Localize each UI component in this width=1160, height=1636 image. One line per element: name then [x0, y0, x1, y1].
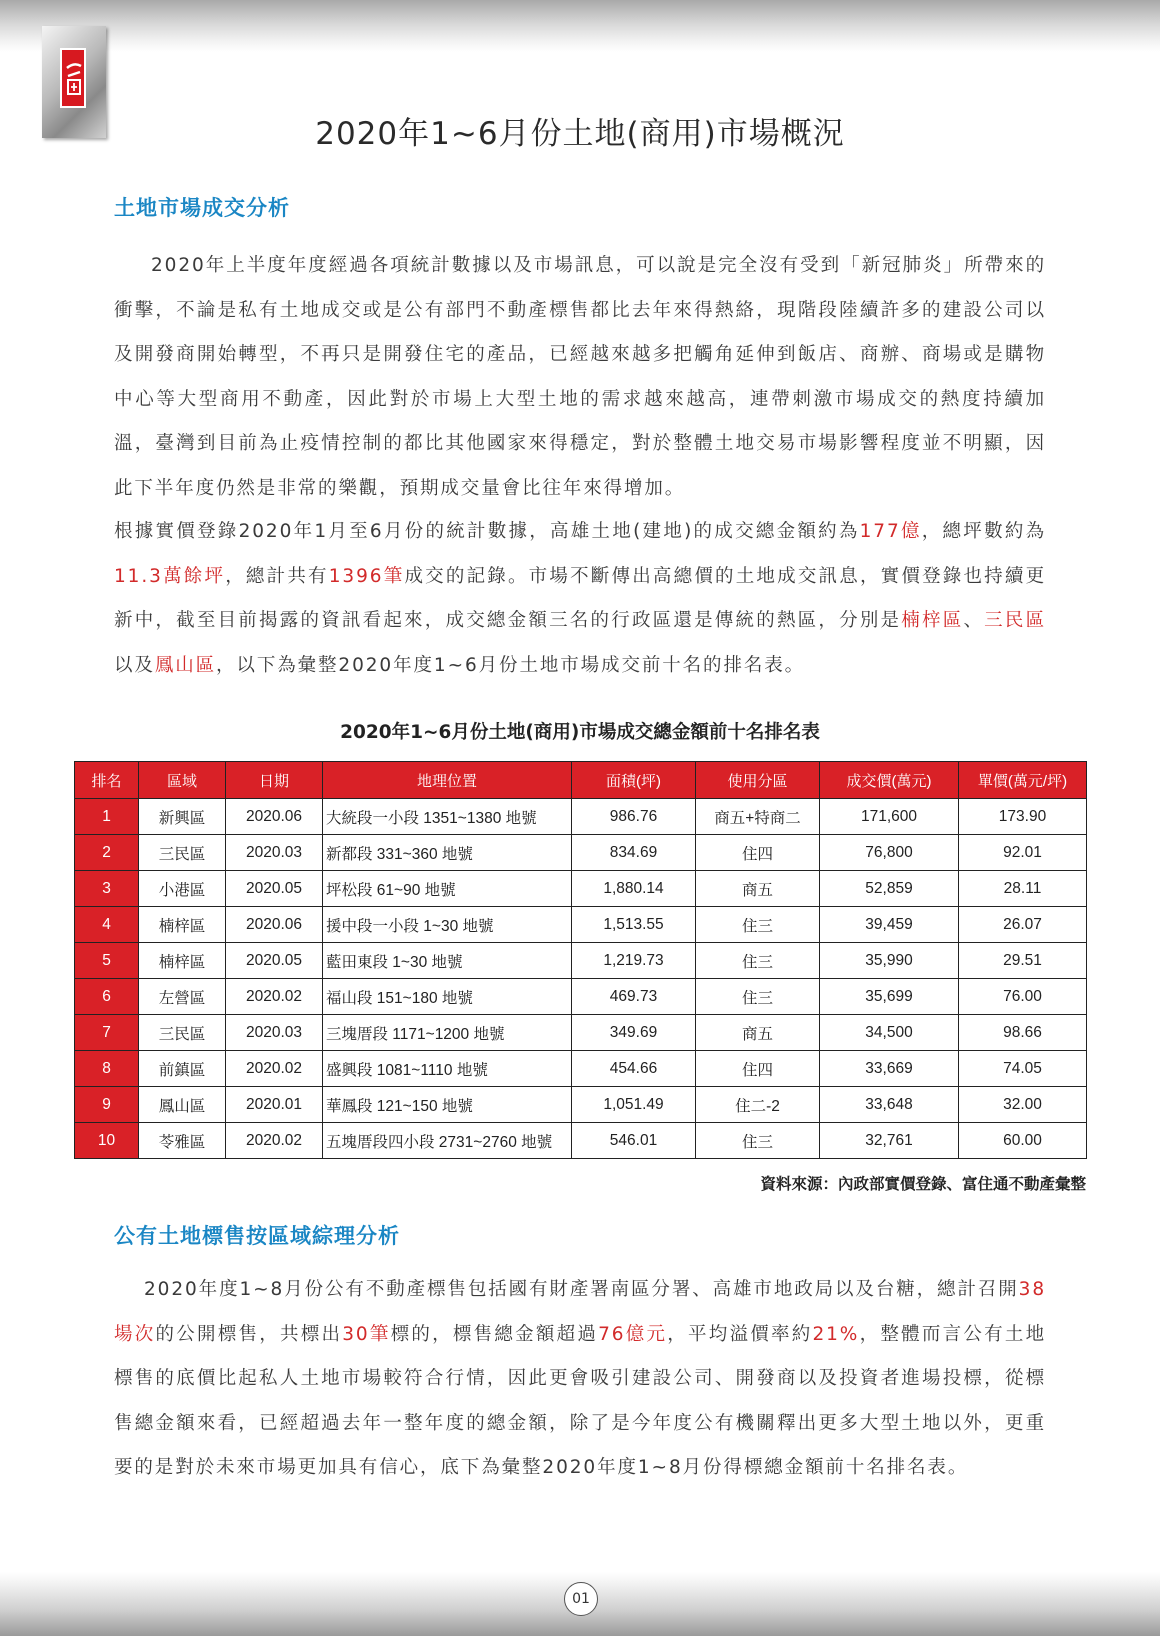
cell-location: 坪松段 61~90 地號 — [323, 871, 572, 907]
section-heading-land-market: 土地市場成交分析 — [114, 196, 290, 220]
cell-district: 楠梓區 — [139, 907, 226, 943]
page-number: 01 — [564, 1582, 598, 1616]
header-date: 日期 — [226, 762, 323, 799]
table-row — [75, 871, 1087, 907]
cell-date: 2020.03 — [226, 1015, 323, 1051]
header-unit-price: 單價(萬元/坪) — [959, 762, 1087, 799]
cell-date: 2020.01 — [226, 1087, 323, 1123]
cell-unit-price: 32.00 — [959, 1087, 1087, 1123]
cell-area: 1,051.49 — [572, 1087, 696, 1123]
cell-date: 2020.02 — [226, 1123, 323, 1159]
header-zoning: 使用分區 — [696, 762, 820, 799]
cell-zoning: 住三 — [696, 907, 820, 943]
cell-price: 76,800 — [820, 835, 959, 871]
cell-zoning: 商五 — [696, 871, 820, 907]
table-row — [75, 1051, 1087, 1087]
table-row — [75, 979, 1087, 1015]
cell-date: 2020.06 — [226, 799, 323, 835]
cell-location: 大統段一小段 1351~1380 地號 — [323, 799, 572, 835]
highlight-district-sanmin: 三民區 — [984, 610, 1046, 631]
cell-area: 454.66 — [572, 1051, 696, 1087]
cell-unit-price: 74.05 — [959, 1051, 1087, 1087]
table-row — [75, 835, 1087, 871]
cell-rank: 9 — [75, 1087, 139, 1123]
text-run: 以及 — [114, 654, 155, 676]
text-run: 成交的記錄。市場不斷傳出高總價的土地成交訊息，實價登錄也持續更新中，截至目前揭露的資訊看起來，成交總金額三名的行政區還是傳統的熱區，分別是 — [114, 565, 1046, 631]
cell-district: 小港區 — [139, 871, 226, 907]
text-run: 根據實價登錄2020年1月至6月份的統計數據，高雄土地(建地)的成交總金額約為 — [114, 521, 860, 542]
cell-rank: 3 — [75, 871, 139, 907]
cell-location: 五塊厝段四小段 2731~2760 地號 — [323, 1123, 572, 1159]
cell-district: 楠梓區 — [139, 943, 226, 979]
cell-zoning: 商五 — [696, 1015, 820, 1051]
cell-district: 三民區 — [139, 835, 226, 871]
cell-location: 援中段一小段 1~30 地號 — [323, 907, 572, 943]
highlight-total-amount: 177億 — [859, 521, 922, 542]
highlight-district-nanzih: 楠梓區 — [901, 610, 964, 631]
cell-area: 834.69 — [572, 835, 696, 871]
cell-unit-price: 26.07 — [959, 907, 1087, 943]
cell-location: 福山段 151~180 地號 — [323, 979, 572, 1015]
highlight-session-count: 38場次 — [114, 1279, 1046, 1345]
table-header-row — [75, 762, 1087, 799]
header-location: 地理位置 — [323, 762, 572, 799]
cell-district: 鳳山區 — [139, 1087, 226, 1123]
data-source-note: 資料來源：內政部實價登錄、富住通不動產彙整 — [760, 1175, 1086, 1193]
cell-district: 左營區 — [139, 979, 226, 1015]
table-row — [75, 1087, 1087, 1123]
cell-unit-price: 173.90 — [959, 799, 1087, 835]
table-row — [75, 907, 1087, 943]
paragraph-public-auction — [114, 1268, 1046, 1491]
paragraph-market-overview: 2020年上半度年度經過各項統計數據以及市場訊息，可以說是完全沒有受到「新冠肺炎」所帶來的衝擊，不論是私有土地成交或是公有部門不動產標售都比去年來得熱絡，現階段陸續許多的建設公司以及開發商開始轉型，不再只是開發住宅的產品，已經越來越多把觸角延伸到飯店、商辦、商場或是購物中心等大型商用不動產，因此對於市場上大型土地的需求越來越高，連帶刺激市場成交的熱度持續加溫，臺灣到目前為止疫情控制的都比其他國家來得穩定，對於整體土地交易市場影響程度並不明顯，因此下半年度仍然是非常的樂觀，預期成交量會比往年來得增加。 — [114, 255, 1046, 499]
cell-price: 35,699 — [820, 979, 959, 1015]
cell-zoning: 住二-2 — [696, 1087, 820, 1123]
cell-zoning: 住三 — [696, 1123, 820, 1159]
cell-zoning: 住三 — [696, 979, 820, 1015]
text-run: 2020年度1~8月份公有不動產標售包括國有財產署南區分署、高雄市地政局以及台糖，總計召開 — [144, 1279, 1019, 1300]
cell-district: 三民區 — [139, 1015, 226, 1051]
cell-zoning: 住三 — [696, 943, 820, 979]
cell-area: 469.73 — [572, 979, 696, 1015]
cell-area: 986.76 — [572, 799, 696, 835]
text-run: ，總坪數約為 — [921, 521, 1046, 542]
cell-district: 新興區 — [139, 799, 226, 835]
cell-unit-price: 60.00 — [959, 1123, 1087, 1159]
highlight-total-area: 11.3萬餘坪 — [114, 565, 226, 587]
cell-date: 2020.05 — [226, 943, 323, 979]
section-heading-public-land: 公有土地標售按區域綜理分析 — [114, 1224, 400, 1248]
cell-area: 546.01 — [572, 1123, 696, 1159]
cell-location: 藍田東段 1~30 地號 — [323, 943, 572, 979]
header-area: 面積(坪) — [572, 762, 696, 799]
highlight-auction-total: 76億元 — [598, 1323, 668, 1345]
cell-rank: 4 — [75, 907, 139, 943]
cell-zoning: 住四 — [696, 835, 820, 871]
cell-date: 2020.05 — [226, 871, 323, 907]
cell-location: 三塊厝段 1171~1200 地號 — [323, 1015, 572, 1051]
table-title: 2020年1~6月份土地(商用)市場成交總金額前十名排名表 — [340, 722, 820, 743]
highlight-transaction-count: 1396筆 — [328, 565, 405, 587]
text-run: 、 — [963, 610, 985, 631]
cell-location: 盛興段 1081~1110 地號 — [323, 1051, 572, 1087]
cell-unit-price: 98.66 — [959, 1015, 1087, 1051]
text-run: 標的，標售總金額超過 — [390, 1323, 599, 1345]
cell-rank: 2 — [75, 835, 139, 871]
cell-unit-price: 76.00 — [959, 979, 1087, 1015]
cell-zoning: 商五+特商二 — [696, 799, 820, 835]
paragraph-transaction-stats — [114, 510, 1046, 688]
cell-location: 華鳳段 121~150 地號 — [323, 1087, 572, 1123]
cell-date: 2020.03 — [226, 835, 323, 871]
cell-rank: 7 — [75, 1015, 139, 1051]
cell-price: 52,859 — [820, 871, 959, 907]
table-row — [75, 799, 1087, 835]
header-band — [0, 0, 1160, 52]
header-district: 區域 — [139, 762, 226, 799]
table-row — [75, 943, 1087, 979]
cell-rank: 1 — [75, 799, 139, 835]
highlight-premium-rate: 21% — [812, 1323, 860, 1345]
cell-rank: 10 — [75, 1123, 139, 1159]
cell-area: 1,513.55 — [572, 907, 696, 943]
header-rank: 排名 — [75, 762, 139, 799]
cell-rank: 6 — [75, 979, 139, 1015]
cell-price: 171,600 — [820, 799, 959, 835]
cell-price: 35,990 — [820, 943, 959, 979]
text-run: ，總計共有 — [225, 565, 329, 587]
cell-area: 1,219.73 — [572, 943, 696, 979]
cell-rank: 5 — [75, 943, 139, 979]
text-run: ，平均溢價率約 — [667, 1323, 813, 1345]
cell-date: 2020.02 — [226, 979, 323, 1015]
ranking-table — [74, 761, 1087, 1159]
logo-mark-icon — [64, 60, 84, 100]
cell-location: 新都段 331~360 地號 — [323, 835, 572, 871]
highlight-district-fengshan: 鳳山區 — [154, 654, 217, 676]
cell-area: 1,880.14 — [572, 871, 696, 907]
table-row — [75, 1123, 1087, 1159]
cell-price: 39,459 — [820, 907, 959, 943]
table-row — [75, 1015, 1087, 1051]
cell-district: 前鎮區 — [139, 1051, 226, 1087]
highlight-lot-count: 30筆 — [342, 1323, 391, 1345]
cell-zoning: 住四 — [696, 1051, 820, 1087]
cell-price: 33,648 — [820, 1087, 959, 1123]
text-run: ，以下為彙整2020年度1~6月份土地市場成交前十名的排名表。 — [216, 654, 806, 676]
cell-district: 苓雅區 — [139, 1123, 226, 1159]
logo-emblem — [60, 48, 86, 108]
text-run: 的公開標售，共標出 — [155, 1323, 343, 1345]
page-title: 2020年1~6月份土地(商用)市場概況 — [315, 116, 845, 152]
cell-unit-price: 92.01 — [959, 835, 1087, 871]
header-price: 成交價(萬元) — [820, 762, 959, 799]
cell-rank: 8 — [75, 1051, 139, 1087]
cell-area: 349.69 — [572, 1015, 696, 1051]
cell-date: 2020.06 — [226, 907, 323, 943]
cell-price: 33,669 — [820, 1051, 959, 1087]
cell-price: 34,500 — [820, 1015, 959, 1051]
cell-price: 32,761 — [820, 1123, 959, 1159]
text-run: ，整體而言公有土地標售的底價比起私人土地市場較符合行情，因此更會吸引建設公司、開發商以及投資者進場投標，從標售總金額來看，已經超過去年一整年度的總金額，除了是今年度公有機關釋出更多大型土地以外，更重要的是對於未來市場更加具有信心，底下為彙整2020年度1~8月份得標總金額前十名排名表。 — [114, 1323, 1046, 1478]
cell-unit-price: 29.51 — [959, 943, 1087, 979]
cell-unit-price: 28.11 — [959, 871, 1087, 907]
cell-date: 2020.02 — [226, 1051, 323, 1087]
